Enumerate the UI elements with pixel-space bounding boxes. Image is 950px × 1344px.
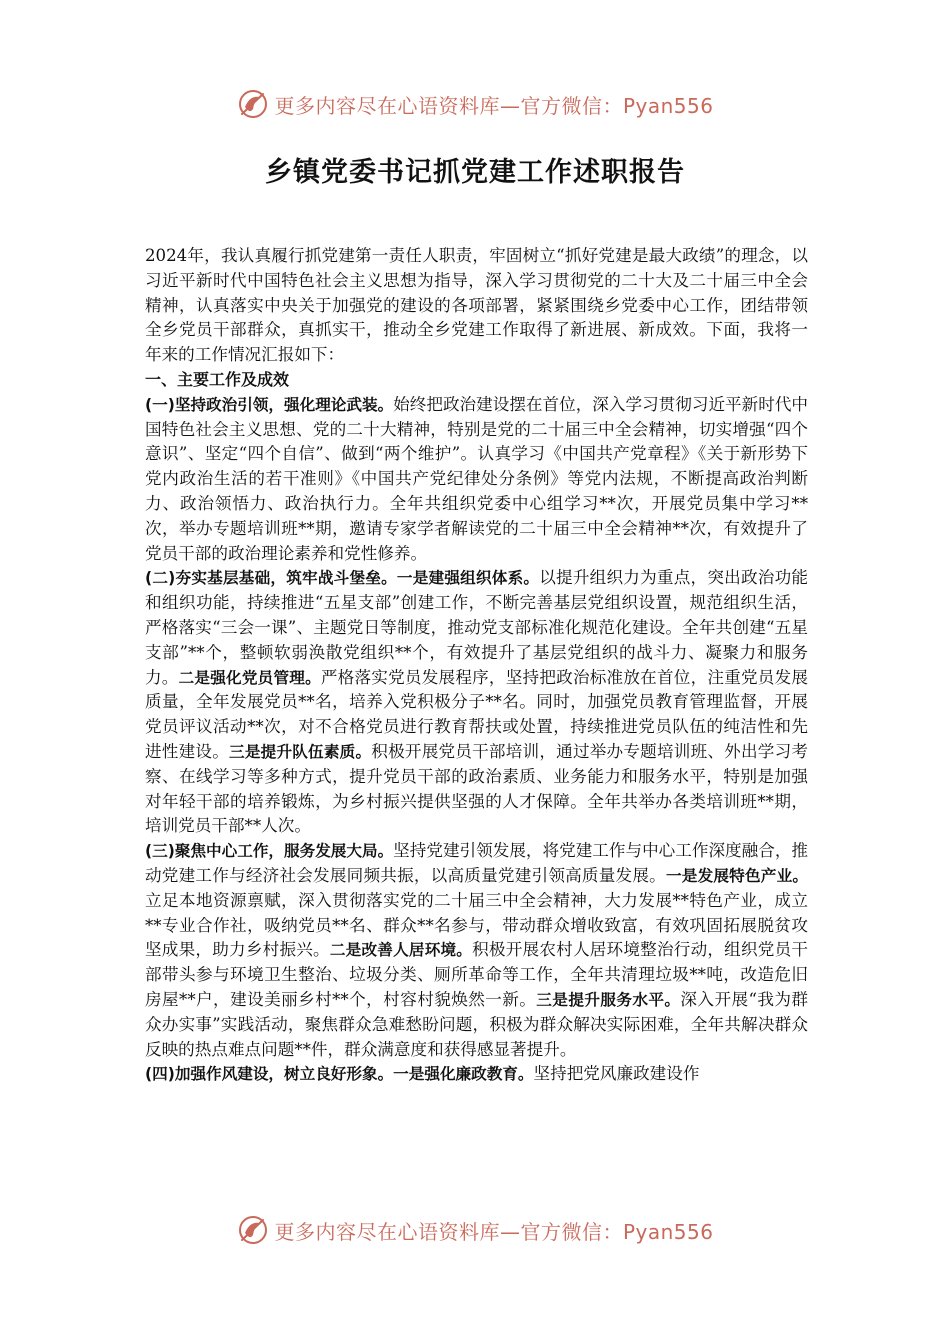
logo-icon [236, 1213, 270, 1247]
subpoint-text: 积极开展农村人居环境整治行动，组织党员干部带头参与环境卫生整治、垃圾分类、厕所革命等工作，全年共清理垃圾**吨，改造危旧房屋**户，建设美丽乡村**个，村容村貌焕然一新。 [145, 940, 808, 1009]
watermark-text: 更多内容尽在心语资料库—官方微信：Pyan556 [274, 1219, 714, 1244]
subpoint-text: 以提升组织力为重点，突出政治功能和组织功能，持续推进“五星支部”创建工作，不断完善基层党组织设置，规范组织生活，严格落实“三会一课”、主题党日等制度，推动党支部标准化规范化建设。全年共创建“五星支部”**个，整顿软弱涣散党组织**个，有效提升了基层党组织的战斗力、凝聚力和服务力。 [145, 568, 808, 687]
subpoint-text: 立足本地资源禀赋，深入贯彻落实党的二十届三中全会精神，大力发展**特色产业，成立**专业合作社，吸纳党员**名、群众**名参与，带动群众增收致富，有效巩固拓展脱贫攻坚成果，助力乡村振兴。 [145, 890, 808, 960]
paragraph-lead: (二)夯实基层基础，筑牢战斗堡垒。 [145, 569, 397, 588]
subpoint-lead: 三是提升队伍素质。 [229, 742, 372, 761]
watermark-banner-content [236, 1213, 713, 1247]
paragraph-lead: (一)坚持政治引领，强化理论武装。 [145, 395, 394, 414]
paragraph-lead: (四)加强作风建设，树立良好形象。 [145, 1065, 394, 1084]
subpoint-text: 深入开展“我为群众办实事”实践活动，聚焦群众急难愁盼问题，积极为群众解决实际困难，全年共解决群众反映的热点难点问题**件，群众满意度和获得感显著提升。 [145, 989, 808, 1059]
subpoint-lead: 二是强化党员管理。 [178, 668, 321, 687]
subpoint-lead: 三是提升服务水平。 [536, 990, 681, 1009]
watermark-banner-content [236, 87, 713, 121]
intro-paragraph: 2024年，我认真履行抓党建第一责任人职责，牢固树立“抓好党建是最大政绩”的理念，以习近平新时代中国特色社会主义思想为指导，深入学习贯彻党的二十大及二十届三中全会精神，认真落实中央关于加强党的建设的各项部署，紧紧围绕乡党委中心工作，团结带领全乡党员干部群众，真抓实干，推动全乡党建工作取得了新进展、新成效。下面，我将一年来的工作情况汇报如下： [145, 246, 808, 365]
subpoint-lead: 一是发展特色产业。 [665, 866, 808, 885]
watermark-banner-top [0, 84, 950, 124]
subpoint-lead: 一是建强组织体系。 [396, 569, 540, 588]
section-heading-main-work: 一、主要工作及成效 [145, 369, 290, 389]
paragraph-grassroots-foundation [145, 566, 808, 839]
document-title: 乡镇党委书记抓党建工作述职报告 [265, 157, 685, 188]
document-body [145, 244, 808, 1087]
paragraph-work-style [145, 1062, 808, 1087]
subpoint-text: 积极开展党员干部培训，通过举办专题培训班、外出学习考察、在线学习等多种方式，提升党员干部的政治素质、业务能力和服务水平，特别是加强对年轻干部的培养锻炼，为乡村振兴提供坚强的人才保障。全年共举办各类培训班**期，培训党员干部**人次。 [145, 741, 808, 836]
watermark-text: 更多内容尽在心语资料库—官方微信：Pyan556 [274, 93, 714, 118]
paragraph-lead: (三)聚焦中心工作，服务发展大局。 [145, 842, 394, 861]
paragraph-text: 坚持党建引领发展，将党建工作与中心工作深度融合，推动党建工作与经济社会发展同频共振，以高质量党建引领高质量发展。 [145, 841, 809, 885]
paragraph-political-leadership [145, 393, 808, 567]
subpoint-lead: 一是强化廉政教育。 [393, 1065, 534, 1084]
watermark-banner-bottom [0, 1210, 950, 1250]
logo-icon [236, 87, 270, 121]
subpoint-text: 坚持把党风廉政建设作 [533, 1064, 700, 1084]
subpoint-lead: 二是改善人居环境。 [329, 941, 473, 960]
paragraph-central-work [145, 839, 808, 1062]
subpoint-text: 严格落实党员发展程序，坚持把政治标准放在首位，注重党员发展质量，全年发展党员**名，培养入党积极分子**名。同时，加强党员教育管理监督，开展党员评议活动**次，对不合格党员进行教育帮扶或处置，持续推进党员队伍的纯洁性和先进性建设。 [145, 667, 809, 761]
paragraph-text: 始终把政治建设摆在首位，深入学习贯彻习近平新时代中国特色社会主义思想、党的二十大精神，特别是党的二十届三中全会精神，切实增强“四个意识”、坚定“四个自信”、做到“两个维护”。认真学习《中国共产党章程》《关于新形势下党内政治生活的若干准则》《中国共产党纪律处分条例》等党内法规，不断提高政治判断力、政治领悟力、政治执行力。全年共组织党委中心组学习**次，开展党员集中学习**次，举办专题培训班**期，邀请专家学者解读党的二十届三中全会精神**次，有效提升了党员干部的政治理论素养和党性修养。 [145, 394, 809, 563]
